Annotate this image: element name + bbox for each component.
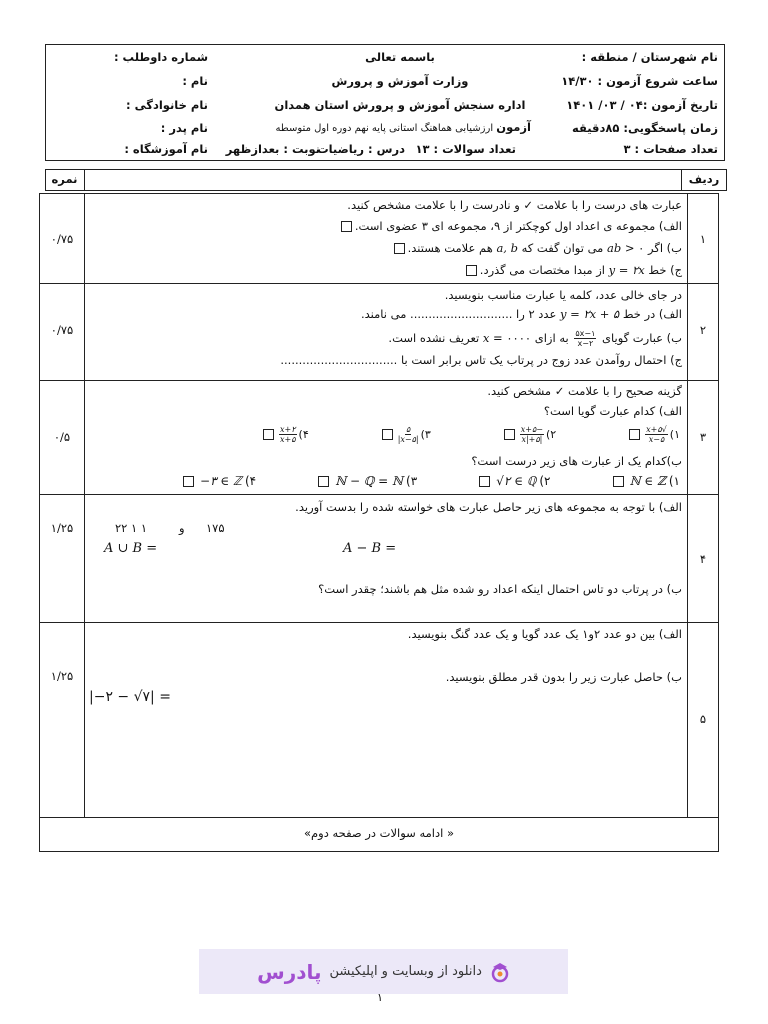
q2-part-c: ج) احتمال روآمدن عدد زوج در پرتاب یک تاس برابر است با ................................ [280, 353, 682, 367]
option-label: ۲) [539, 474, 551, 488]
q4-union: A ∪ B = [104, 541, 158, 556]
q3b-option-4[interactable] [180, 474, 256, 488]
download-text: دانلود از وبسایت و اپلیکیشن [329, 964, 482, 979]
option-label: ۴) [244, 474, 257, 488]
q2b-numerator: ۵x−۱ [575, 329, 596, 338]
q2b-fraction [574, 329, 596, 348]
question-number: ۱ [699, 232, 707, 246]
option-fraction [279, 425, 297, 444]
duration: زمان پاسخگویی: ۸۵دقیقه [571, 121, 718, 135]
option-checkbox[interactable] [263, 429, 274, 440]
option-numerator: −x+۵ [520, 425, 543, 434]
q3b-option-2[interactable] [476, 474, 550, 488]
option-label: ۱) [669, 428, 680, 441]
option-label: ۳) [420, 428, 431, 441]
q2a-post: عدد ۲ را ............................ می نامند. [360, 307, 557, 321]
q4-part-a: الف) با توجه به مجموعه های زیر حاصل عبارت های خواسته شده را بدست آورید. [295, 500, 682, 514]
q1-part-b [391, 241, 682, 256]
question-number: ۵ [699, 712, 707, 726]
office: اداره سنجش آموزش و پرورش استان همدان [274, 98, 526, 112]
q1c-post: از مبدا مختصات می گذرد. [479, 263, 609, 277]
basmala: باسمه تعالی [365, 50, 435, 64]
q4-difference: A − B = [343, 541, 397, 556]
option-numerator: x+۲ [280, 425, 296, 434]
question-number: ۳ [699, 430, 707, 444]
q3-part-a: الف) کدام عبارت گویا است؟ [543, 404, 682, 418]
option-checkbox[interactable] [504, 429, 515, 440]
question-count: تعداد سوالات : ۱۳ [415, 142, 516, 156]
q2b-mid: به ازای ۰۰۰۰ = [493, 331, 569, 345]
q1b-checkbox[interactable] [394, 243, 405, 254]
option-expression: √۲ ∈ ℚ [496, 474, 537, 488]
q2-part-a [361, 307, 682, 322]
option-label: ۳) [406, 474, 418, 488]
q3a-option-2[interactable] [501, 425, 556, 444]
q1c-checkbox[interactable] [466, 265, 477, 276]
q1-instruction: عبارت های درست را با علامت ✓ و نادرست را با علامت مشخص کنید. [347, 198, 682, 212]
q1-part-a [338, 219, 682, 234]
question-score: ۱/۲۵ [50, 669, 74, 683]
option-denominator: ۵−x [648, 435, 665, 444]
q3a-option-1[interactable] [626, 425, 680, 444]
exam-title-rest: ارزشیابی هماهنگ استانی پایه نهم دوره اول متوسطه [275, 123, 497, 134]
exam-title-bold: آزمون [496, 120, 531, 134]
school-name-label: نام آموزشگاه : [124, 142, 208, 156]
q2-part-b [388, 327, 682, 349]
question-score: ۱/۲۵ [50, 521, 74, 535]
family-name-label: نام خانوادگی : [126, 98, 208, 112]
q2a-math: y = ۲x + ۵ [560, 307, 620, 321]
q5-part-a: الف) بین دو عدد ۲و۱ یک عدد گویا و یک عدد گنگ بنویسید. [407, 627, 682, 641]
option-expression: −۳ ∈ ℤ [200, 474, 242, 488]
q1b-post: هم علامت هستند. [407, 241, 497, 255]
q4-part-b: ب) در پرتاب دو تاس احتمال اینکه اعداد رو شده مثل هم باشند؛ چقدر است؟ [318, 582, 682, 596]
option-label: ۴) [298, 428, 309, 441]
option-checkbox[interactable] [629, 429, 640, 440]
row-column-header: ردیف [688, 172, 720, 186]
q2b-denominator: x−۲ [577, 339, 594, 348]
option-fraction [520, 425, 544, 444]
option-denominator: |x|+۵ [521, 435, 543, 444]
continued-note: « ادامه سوالات در صفحه دوم» [304, 826, 454, 840]
question-number: ۴ [699, 552, 707, 566]
option-expression: ℕ − ℚ = ℕ [335, 474, 404, 488]
start-time: ساعت شروع آزمون : ۱۴/۳۰ [561, 74, 718, 88]
score-column-header: نمره [51, 172, 78, 186]
q3a-options [260, 425, 680, 444]
option-checkbox[interactable] [318, 476, 329, 487]
table-header-row [45, 169, 727, 191]
q1b-math-a-b: a, b [496, 241, 518, 255]
question-score: ۰/۵ [53, 430, 71, 444]
name-label: نام : [182, 74, 208, 88]
q2a-pre: الف) در خط [622, 307, 682, 321]
q2-instruction: در جای خالی عدد، کلمه یا عبارت مناسب بنویسید. [444, 288, 682, 302]
option-label: ۱) [668, 474, 680, 488]
q2b-var: x [482, 331, 490, 345]
q1b-pre: ب) اگر ۰ < [624, 241, 682, 255]
brand-name: پادرس [257, 959, 322, 984]
q3b-option-3[interactable] [315, 474, 417, 488]
father-name-label: نام پدر : [160, 121, 208, 135]
q1c-math: y = ۲x [608, 263, 645, 277]
q2b-post: تعریف نشده است. [388, 331, 480, 345]
option-numerator: √x+۵ [646, 425, 667, 434]
q3b-option-1[interactable] [610, 474, 680, 488]
option-checkbox[interactable] [479, 476, 490, 487]
q1c-pre: ج) خط [644, 263, 682, 277]
option-checkbox[interactable] [183, 476, 194, 487]
q4-set-a-elements: ۱۷۵ [206, 521, 225, 535]
padres-logo-icon [490, 961, 510, 983]
option-expression: ℕ ∈ ℤ [629, 474, 666, 488]
q4-set-and: و [179, 521, 185, 535]
q3-part-b: ب)کدام یک از عبارت های زیر درست است؟ [471, 454, 682, 468]
exam-date: تاریخ آزمون :۰۴ / ۰۳/ ۱۴۰۱ [566, 98, 718, 112]
q5-expression: |−۲ − √۷| = [89, 689, 171, 705]
q5-part-b: ب) حاصل عبارت زیر را بدون قدر مطلق بنویسید. [445, 670, 682, 684]
q1a-text: الف) مجموعه ی اعداد اول کوچکتر از ۹، مجموعه ای ۳ عضوی است. [354, 219, 682, 233]
q1-part-c [463, 263, 682, 278]
q3a-option-3[interactable] [379, 425, 431, 444]
option-checkbox[interactable] [382, 429, 393, 440]
page-number: ۱ [377, 991, 383, 1004]
option-numerator: ۵ [406, 425, 411, 434]
q1b-math-ab: ab [607, 241, 622, 255]
city-label: نام شهرستان / منطقه : [581, 50, 718, 64]
exam-title [275, 120, 531, 136]
page-count: تعداد صفحات : ۳ [623, 142, 718, 156]
q3a-option-4[interactable] [260, 425, 309, 444]
option-label: ۲) [546, 428, 557, 441]
question-number: ۲ [699, 323, 707, 337]
question-score: ۰/۷۵ [50, 323, 74, 337]
candidate-number-label: شماره داوطلب : [113, 50, 208, 64]
q1b-mid: می توان گفت که [517, 241, 607, 255]
question-score: ۰/۷۵ [50, 232, 74, 246]
q1a-checkbox[interactable] [341, 221, 352, 232]
option-fraction [645, 425, 668, 444]
option-fraction [398, 425, 419, 444]
shift: نوبت : بعدازظهر [225, 142, 320, 156]
q2b-pre: ب) عبارت گویای [602, 331, 682, 345]
option-denominator: |x−۵| [397, 435, 419, 444]
q3-instruction: گزینه صحیح را با علامت ✓ مشخص کنید. [487, 384, 682, 398]
ministry: وزارت آموزش و پرورش [331, 74, 469, 88]
subject: درس : ریاضیات [317, 142, 405, 156]
option-checkbox[interactable] [613, 476, 624, 487]
q4-set-b-elements: ۱ ۱ ۲۲ [115, 521, 148, 535]
q3b-options [180, 474, 680, 488]
download-banner-content [199, 949, 568, 994]
option-denominator: ۵+x [280, 435, 296, 444]
